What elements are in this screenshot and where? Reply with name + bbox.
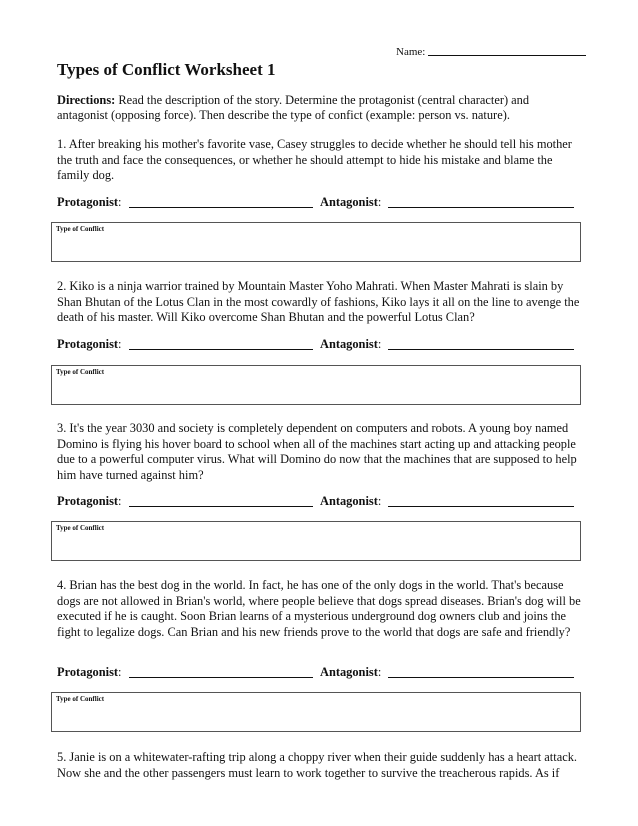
conflict-box-3[interactable] (51, 521, 581, 561)
conflict-box-label: Type of Conflict (56, 225, 105, 233)
antagonist-blank[interactable] (388, 207, 574, 208)
antagonist-label: Antagonist (320, 195, 378, 209)
question-3: 3. It's the year 3030 and society is completely dependent on computers and robots. A young boy named Domino is flying his hover board to school when all of the machines start acting up and attacking people due to a powerful computer virus. What will Domino do now that the machines that are supposed to help him have turned against him? (57, 421, 577, 482)
protagonist-blank[interactable] (129, 349, 313, 350)
protagonist-label: Protagonist (57, 195, 119, 209)
name-label: Name: (396, 46, 426, 58)
pa-row-2: Protagonist: Antagonist: (57, 337, 582, 352)
question-5: 5. Janie is on a whitewater-rafting trip along a choppy river when their guide suddenly has a heart attack. Now she and the other passengers must learn to work together to survive the treacherous rapids. As if (57, 750, 577, 780)
antagonist-label: Antagonist (320, 494, 378, 508)
protagonist-label: Protagonist (57, 337, 119, 351)
conflict-box-1[interactable] (51, 222, 581, 262)
question-2: 2. Kiko is a ninja warrior trained by Mountain Master Yoho Mahrati. When Master Mahrati is slain by Shan Bhutan of the Lotus Clan in the most cowardly of fashions, Kiko lays it all on the line to avenge the death of his master. Will Kiko overcome Shan Bhutan and the powerful Lotus Clan? (57, 279, 580, 324)
question-4: 4. Brian has the best dog in the world. In fact, he has one of the only dogs in the world. That's because dogs are not allowed in Brian's world, where people believe that dogs spread diseases. Brian's dog will be executed if he is caught. Soon Brian learns of a mysterious underground dog owners club and joins the fight to legalize dogs. Can Brian and his new friends prove to the world that dogs are safe and friendly? (57, 578, 581, 639)
pa-row-4: Protagonist: Antagonist: (57, 665, 582, 680)
directions-text: Read the description of the story. Determine the protagonist (central character) and antagonist (opposing force). Then describe the type of confict (example: person vs. nature). (57, 93, 530, 122)
directions (57, 93, 582, 123)
antagonist-blank[interactable] (388, 349, 574, 350)
antagonist-blank[interactable] (388, 677, 574, 678)
name-blank[interactable] (428, 55, 586, 56)
question-1: 1. After breaking his mother's favorite vase, Casey struggles to decide whether he should tell his mother the truth and face the consequences, or whether he should attempt to hide his mistake and blame the family dog. (57, 137, 572, 182)
conflict-box-2[interactable] (51, 365, 581, 405)
page-title: Types of Conflict Worksheet 1 (57, 60, 276, 79)
conflict-box-label: Type of Conflict (56, 368, 105, 376)
antagonist-blank[interactable] (388, 506, 574, 507)
protagonist-blank[interactable] (129, 506, 313, 507)
pa-row-3: Protagonist: Antagonist: (57, 494, 582, 509)
conflict-box-label: Type of Conflict (56, 695, 105, 703)
protagonist-blank[interactable] (129, 207, 313, 208)
protagonist-label: Protagonist (57, 665, 119, 679)
protagonist-blank[interactable] (129, 677, 313, 678)
antagonist-label: Antagonist (320, 665, 378, 679)
conflict-box-4[interactable] (51, 692, 581, 732)
pa-row-1: Protagonist: Antagonist: (57, 195, 582, 210)
directions-label: Directions: (57, 93, 116, 107)
name-field[interactable] (396, 46, 586, 58)
conflict-box-label: Type of Conflict (56, 524, 105, 532)
protagonist-label: Protagonist (57, 494, 119, 508)
antagonist-label: Antagonist (320, 337, 378, 351)
